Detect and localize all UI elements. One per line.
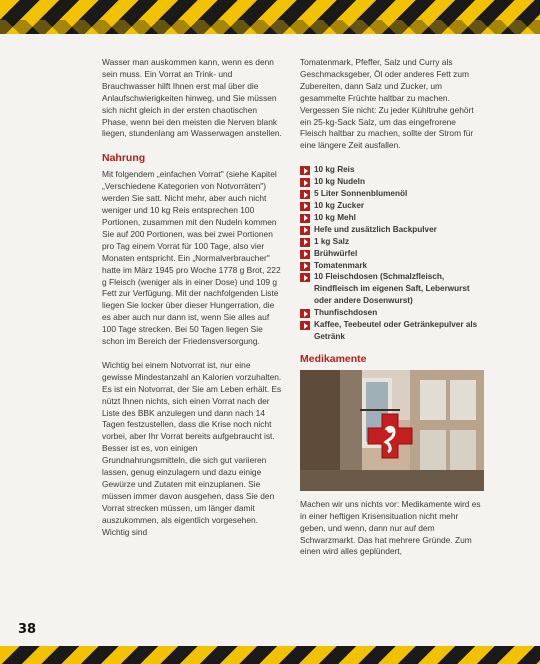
section-heading-medikamente: Medikamente — [300, 352, 367, 365]
arrow-bullet-icon — [300, 226, 310, 235]
arrow-bullet-icon — [300, 190, 310, 199]
arrow-bullet-icon — [300, 309, 310, 318]
arrow-bullet-icon — [300, 202, 310, 211]
arrow-bullet-icon — [300, 214, 310, 223]
list-item: Tomatenmark — [300, 260, 484, 272]
arrow-bullet-icon — [300, 321, 310, 330]
list-item: 10 kg Nudeln — [300, 176, 484, 188]
notvorrat-paragraph: Wichtig bei einem Notvorrat ist, nur eine gewisse Mindestanzahl an Kalorien vorzuhalten. Es ist ein Notvorrat, der Sie am Leben erhält. Es nützt Ihnen nichts, sich einen Vorrat nach der Liste des BBK anzulegen und dann nach 14 Tagen festzustellen, dass die Krise noch nicht vorbei, aber Ihr Vorrat bereits aufgebraucht ist. Besser ist es, von einigen Grundnahrungsmitteln, die sich gut variieren lassen, genug einzulagern und dazu einige Gewürze und Zutaten mit einzuplanen. Sie müssen immer davon ausgehen, dass Sie den Vorrat strecken müssen, um länger damit auszukommen, als eigentlich vorgesehen. Wichtig sind — [102, 359, 282, 537]
hazard-stripe-bottom — [0, 646, 540, 664]
pharmacy-sign-photo — [300, 370, 484, 491]
nahrung-paragraph: Mit folgendem „einfachen Vorrat" (siehe Kapitel „Verschiedene Kategorien von Notvorräten") werden Sie satt. Nicht mehr, aber auch nicht weniger und 10 kg Reis entsprechen 100 Portionen, zusammen mit den Nudeln kommen Sie auf 200 Portionen, was bei zwei Portionen pro Tag einem Vorrat für 100 Tage, also vier Monaten entspricht. Ein „Normalverbraucher" hatte im März 1945 pro Woche 1778 g Brot, 222 g Fleisch (weniger als in einer Dose) und 109 g Fett zur Verfügung. Mit der nachfolgenden Liste liegen Sie locker über dieser Hungerration, die es aber auch nur dann ist, wenn Sie alles auf 100 Tage strecken. Bei 50 Tagen liegen Sie schon im Bereich der Friedensversorgung. — [102, 169, 281, 347]
arrow-bullet-icon — [300, 273, 310, 282]
arrow-bullet-icon — [300, 250, 310, 259]
list-item: Thunfischdosen — [300, 307, 484, 319]
list-item: Kaffee, Teebeutel oder Getränkepulver als Getränk — [300, 319, 484, 343]
intro-paragraph: Wasser man auskommen kann, wenn es denn sein muss. Ein Vorrat an Trink- und Brauchwasser hilft Ihnen erst mal über die Anlaufschwierigkeiten hinweg, und Sie müssen sich nicht gleich in der ersten chaotischen Phase, wenn bei den meisten die Nerven blank liegen, stundenlang am Wasserwagen anstellen. — [102, 57, 282, 139]
medikamente-paragraph: Machen wir uns nichts vor: Medikamente wird es in einer heftigen Krisensituation nicht mehr geben, und wenn, dann nur auf dem Schwarzmarkt. Das hat mehrere Gründe. Zum einen wird alles geplündert, — [300, 498, 481, 557]
page-number: 38 — [18, 622, 37, 637]
arrow-bullet-icon — [300, 238, 310, 247]
arrow-bullet-icon — [300, 262, 310, 271]
list-item: Brühwürfel — [300, 248, 484, 260]
list-item: 10 kg Reis — [300, 164, 484, 176]
list-item: Hefe und zusätzlich Backpulver — [300, 224, 484, 236]
list-item: 10 kg Zucker — [300, 200, 484, 212]
right-column — [300, 57, 484, 570]
list-item: 1 kg Salz — [300, 236, 484, 248]
right-intro-paragraph: Tomatenmark, Pfeffer, Salz und Curry als Geschmacksgeber, Öl oder anderes Fett zum Zubereiten, dann Salz und Zucker, um gesammelte Früchte haltbar zu machen. Vergessen Sie nicht: Zu jeder Kühltruhe gehört ein 25-kg-Sack Salz, um das eingefrorene Fleisch haltbar zu machen, sollte der Strom für eine längere Zeit ausfallen. — [300, 57, 474, 151]
arrow-bullet-icon — [300, 178, 310, 187]
left-column — [102, 57, 282, 551]
list-item: 10 Fleischdosen (Schmalzfleisch, Rindfleisch im eigenen Saft, Leberwurst oder andere Dosenwurst) — [300, 271, 484, 307]
arrow-bullet-icon — [300, 166, 310, 175]
supply-list — [300, 164, 484, 343]
list-item: 5 Liter Sonnenblumenöl — [300, 188, 484, 200]
section-heading-nahrung: Nahrung — [102, 152, 146, 165]
hazard-stripe-top — [0, 0, 540, 34]
list-item: 10 kg Mehl — [300, 212, 484, 224]
